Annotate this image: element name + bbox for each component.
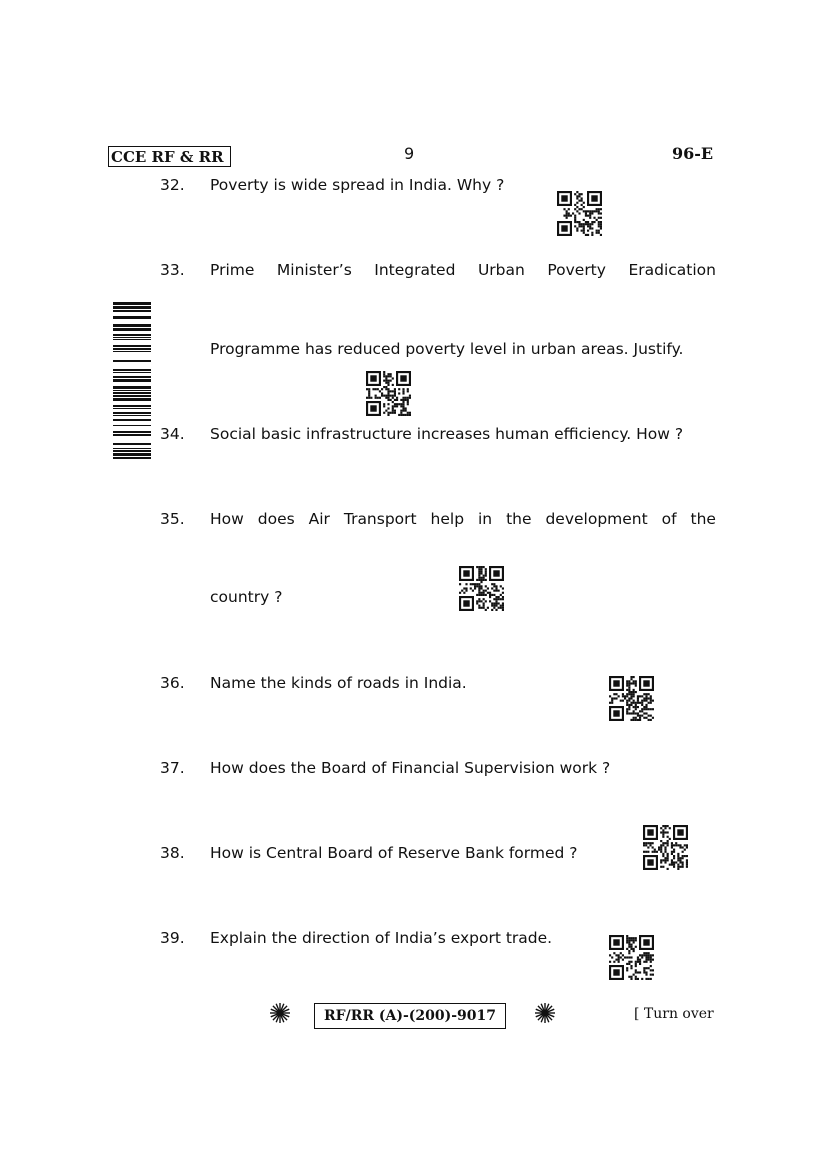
qr-code-icon — [643, 825, 688, 870]
page-number: 9 — [404, 144, 415, 163]
question-number: 36. — [160, 674, 185, 692]
question-word: Prime — [210, 261, 255, 279]
question-number: 37. — [160, 759, 185, 777]
question-text: How is Central Board of Reserve Bank formed ? — [210, 844, 578, 862]
question-word: Integrated — [374, 261, 456, 279]
question-word: does — [257, 510, 295, 528]
question-word: Poverty — [547, 261, 606, 279]
paper-code: 96-E — [672, 144, 714, 163]
question-text: Name the kinds of roads in India. — [210, 674, 467, 692]
question-text: Poverty is wide spread in India. Why ? — [210, 176, 505, 194]
qr-code-icon — [557, 191, 602, 236]
question-text: How does the Board of Financial Supervision work ? — [210, 759, 611, 777]
question-word: Minister’s — [276, 261, 352, 279]
question-number: 39. — [160, 929, 185, 947]
question-word: Transport — [343, 510, 417, 528]
qr-code-icon — [609, 935, 654, 980]
footer-paper-code: RF/RR (A)-(200)-9017 — [314, 1003, 506, 1029]
question-word: in — [478, 510, 493, 528]
header-exam-code: CCE RF & RR — [108, 146, 231, 167]
question-text — [210, 509, 716, 529]
question-text: Social basic infrastructure increases human efficiency. How ? — [210, 425, 684, 443]
question-word: Eradication — [628, 261, 716, 279]
question-text-continued: country ? — [210, 588, 283, 606]
qr-code-icon — [459, 566, 504, 611]
question-text: Explain the direction of India’s export trade. — [210, 929, 553, 947]
question-text — [210, 260, 716, 280]
question-number: 35. — [160, 510, 185, 528]
question-word: How — [210, 510, 244, 528]
question-number: 33. — [160, 261, 185, 279]
question-word: development — [545, 510, 648, 528]
question-number: 38. — [160, 844, 185, 862]
question-word: the — [690, 510, 716, 528]
question-word: the — [506, 510, 532, 528]
question-word: Air — [308, 510, 330, 528]
question-number: 34. — [160, 425, 185, 443]
barcode-icon — [113, 302, 151, 460]
qr-code-icon — [366, 371, 411, 416]
qr-code-icon — [609, 676, 654, 721]
turn-over-note: [ Turn over — [634, 1006, 714, 1022]
question-word: help — [430, 510, 465, 528]
star-ornament-icon — [268, 1001, 292, 1025]
question-text-continued: Programme has reduced poverty level in urban areas. Justify. — [210, 340, 684, 358]
question-word: of — [661, 510, 677, 528]
star-ornament-icon — [533, 1001, 557, 1025]
question-number: 32. — [160, 176, 185, 194]
question-word: Urban — [477, 261, 525, 279]
